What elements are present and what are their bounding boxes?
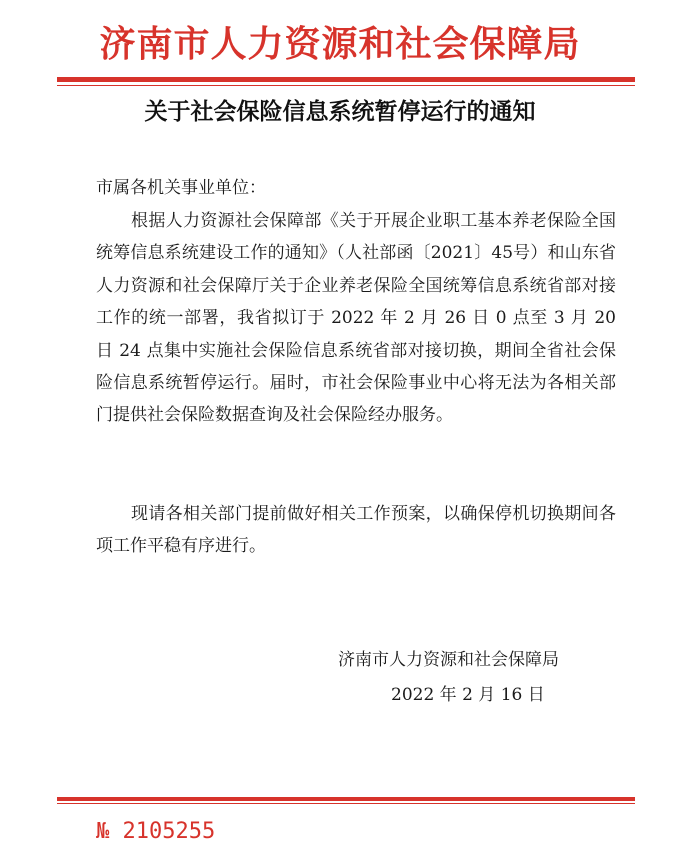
letterhead-organization: 济南市人力资源和社会保障局 bbox=[99, 23, 581, 65]
issue-date: 2022 年 2 月 16 日 bbox=[391, 685, 545, 705]
footer-divider-thick bbox=[57, 797, 635, 801]
footer-divider-thin bbox=[57, 803, 635, 804]
letterhead-divider-thin bbox=[57, 85, 635, 86]
salutation: 市属各机关事业单位： bbox=[96, 178, 266, 198]
document-title: 关于社会保险信息系统暂停运行的通知 bbox=[144, 98, 536, 125]
signer: 济南市人力资源和社会保障局 bbox=[338, 650, 559, 670]
letterhead-divider-thick bbox=[57, 77, 635, 82]
body-paragraph-2: 现请各相关部门提前做好相关工作预案，以确保停机切换期间各项工作平稳有序进行。 bbox=[96, 504, 616, 557]
serial-number: № 2105255 bbox=[96, 819, 216, 844]
body-paragraph-1: 根据人力资源社会保障部《关于开展企业职工基本养老保险全国统筹信息系统建设工作的通知》（人社部函〔2021〕45号）和山东省人力资源和社会保障厅关于企业养老保险全国统筹信息系统省部对接工作的统一部署，我省拟订于 2022 年 2 月 26 日 0 点至 3 月 20 日 24 点集中实施社会保险信息系统省部对接切换，期间全省社会保险信息系统暂停运行。届时，市社会保险事业中心将无法为各相关部门提供社会保险数据查询及社会保险经办服务。 bbox=[96, 211, 616, 426]
